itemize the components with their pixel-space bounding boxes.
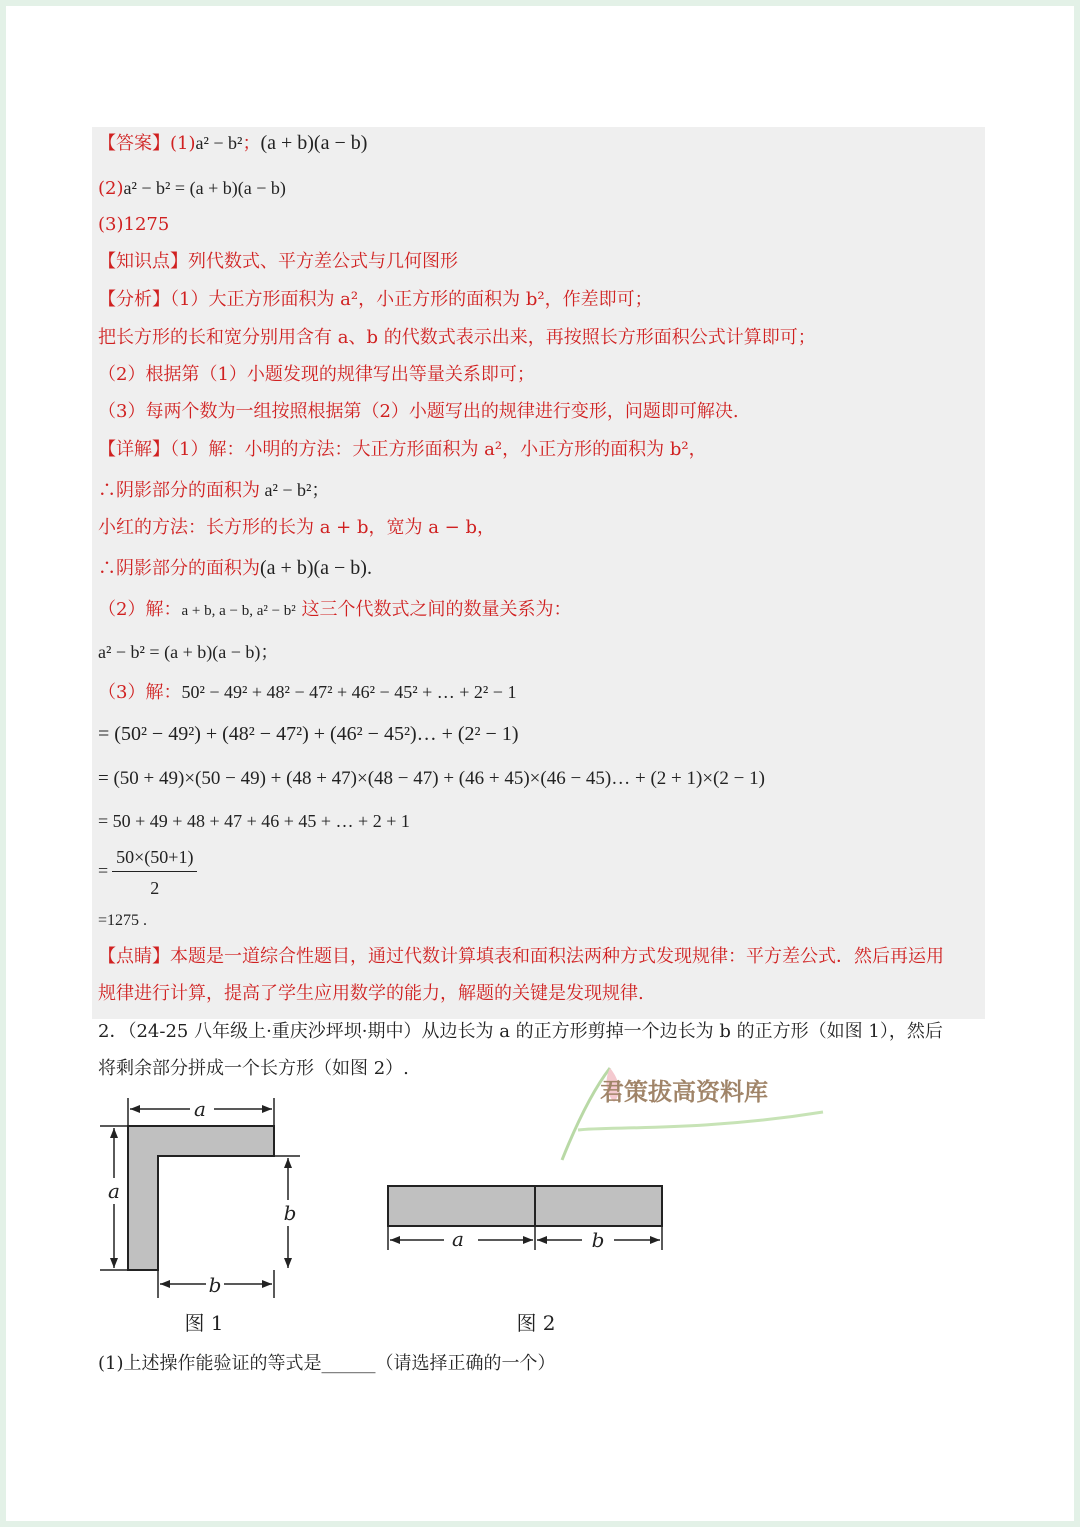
fraction: [112, 845, 197, 900]
detail-line-5: [98, 598, 572, 623]
answer-p2-prefix: (2): [98, 178, 124, 199]
analysis-line-3: （2）根据第（1）小题发现的规律写出等量关系即可；: [98, 364, 535, 385]
detail-line-12: =1275 .: [98, 912, 148, 929]
detail-line-10: = 50 + 49 + 48 + 47 + 46 + 45 + … + 2 + 1: [98, 811, 410, 831]
fig1-label-right: b: [283, 1201, 297, 1225]
detail-line-4: [98, 556, 372, 581]
answer-p1-expr2: (a + b)(a − b): [260, 132, 368, 154]
comment-line-1-text: 本题是一道综合性题目，通过代数计算填表和面积法两种方式发现规律：平方差公式．然后再运用: [170, 946, 944, 967]
fig1-label-top: a: [194, 1097, 206, 1121]
detail-line-7-label: （3）解：: [98, 682, 182, 703]
figure-2: [380, 1170, 680, 1342]
answer-p1-expr1: a² − b²: [195, 133, 243, 153]
detail-line-2-label: ∴阴影部分的面积为: [98, 480, 260, 501]
figure-1-caption: 图 1: [184, 1311, 224, 1335]
detail-line-2: [98, 478, 329, 503]
watermark-text: 君策拔高资料库: [600, 1078, 768, 1106]
fig2-label-a: a: [452, 1227, 464, 1251]
problem2-question-1: (1)上述操作能验证的等式是______（请选择正确的一个）: [98, 1353, 556, 1374]
watermark-logo: [548, 1060, 838, 1170]
detail-line-4-math: (a + b)(a − b).: [260, 557, 372, 579]
detail-fraction-line: [98, 845, 197, 900]
problem2-line-2: 将剩余部分拼成一个长方形（如图 2）.: [98, 1058, 409, 1079]
answer-p1-prefix: (1): [170, 133, 196, 154]
detail-line-7-math: 50² − 49² + 48² − 47² + 46² − 45² + … + 2² − 1: [181, 682, 517, 702]
analysis-line-1: [98, 288, 653, 312]
fraction-equals: =: [98, 860, 109, 881]
comment-tag: 【点睛】: [98, 946, 170, 967]
knowledge-text: 列代数式、平方差公式与几何图形: [188, 251, 458, 272]
knowledge-line: [98, 250, 458, 274]
fraction-denominator: 2: [150, 878, 160, 898]
detail-line-1-text: （1）解：小明的方法：大正方形面积为 a²，小正方形的面积为 b²，: [170, 439, 707, 460]
figure-1: [94, 1092, 314, 1342]
answer-p1-sep: ；: [242, 133, 261, 154]
fig2-label-b: b: [591, 1228, 605, 1252]
detail-line-6: a² − b² = (a + b)(a − b)；: [98, 642, 279, 662]
detail-line-5-text: 这三个代数式之间的数量关系为：: [295, 599, 572, 620]
fig1-label-left: a: [108, 1179, 120, 1203]
analysis-line-2: 把长方形的长和宽分别用含有 a、b 的代数式表示出来，再按照长方形面积公式计算即可；: [98, 327, 816, 348]
detail-line-9: = (50 + 49)×(50 − 49) + (48 + 47)×(48 − 47) + (46 + 45)×(46 − 45)… + (2 + 1)×(2 − 1): [98, 768, 765, 789]
analysis-tag: 【分析】: [98, 289, 170, 310]
fig2-rect-right: [535, 1186, 662, 1226]
answer-tag: 【答案】: [98, 133, 170, 154]
detail-line-8: = (50² − 49²) + (48² − 47²) + (46² − 45²)… + (2² − 1): [98, 723, 519, 745]
problem2-line-1: 2．（24-25 八年级上·重庆沙坪坝·期中）从边长为 a 的正方形剪掉一个边长为 b 的正方形（如图 1），然后: [98, 1021, 943, 1042]
analysis-line-1-text: （1）大正方形面积为 a²，小正方形的面积为 b²，作差即可；: [170, 289, 653, 310]
knowledge-tag: 【知识点】: [98, 251, 188, 272]
detail-line-7: [98, 680, 516, 705]
detail-tag: 【详解】: [98, 439, 170, 460]
detail-line-4-label: ∴阴影部分的面积为: [98, 558, 260, 579]
figure-2-caption: 图 2: [516, 1311, 556, 1335]
fraction-numerator: 50×(50+1): [112, 845, 197, 872]
comment-line-2: 规律进行计算，提高了学生应用数学的能力，解题的关键是发现规律.: [98, 983, 644, 1004]
detail-line-1: [98, 438, 707, 462]
comment-line-1: [98, 945, 944, 969]
fig1-label-bottom: b: [208, 1273, 222, 1297]
analysis-line-4: （3）每两个数为一组按照根据第（2）小题写出的规律进行变形，问题即可解决.: [98, 401, 739, 422]
figure-1-shaded-l-shape: [128, 1126, 274, 1270]
answer-p3: (3)1275: [98, 214, 170, 235]
answer-p2-expr: a² − b² = (a + b)(a − b): [123, 178, 286, 198]
fig2-rect-left: [388, 1186, 535, 1226]
answer-line-2: [98, 176, 286, 201]
answer-line-1: [98, 131, 367, 156]
detail-line-5-label: （2）解：: [98, 599, 182, 620]
detail-line-2-math: a² − b²；: [260, 480, 330, 500]
detail-line-5-math: a + b, a − b, a² − b²: [181, 603, 296, 619]
detail-line-3: 小红的方法：长方形的长为 a + b，宽为 a − b，: [98, 517, 496, 538]
